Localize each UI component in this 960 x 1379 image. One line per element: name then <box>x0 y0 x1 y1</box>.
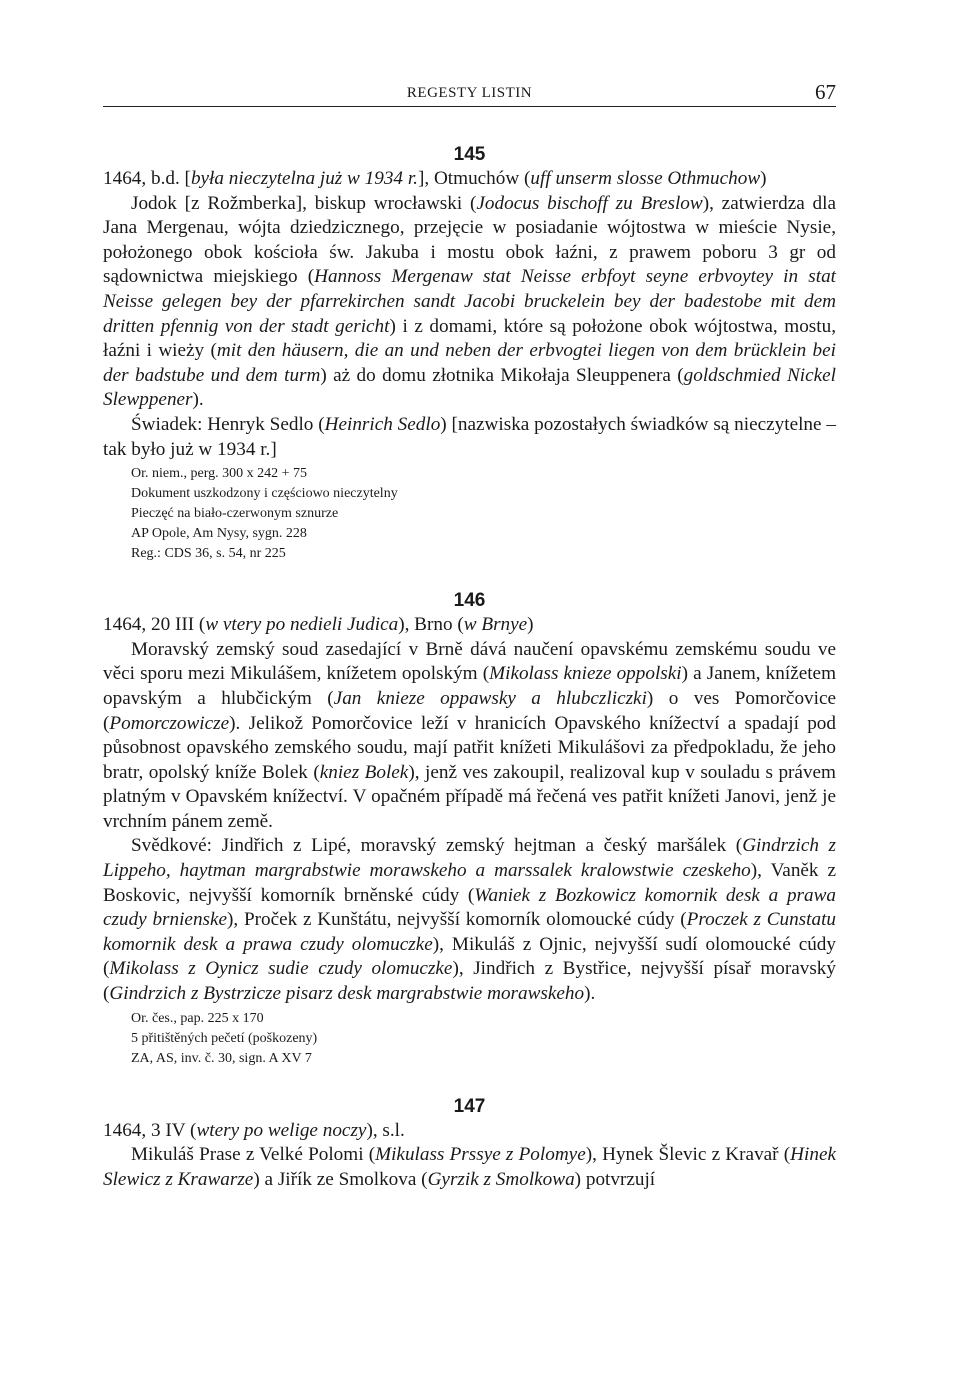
note-line: AP Opole, Am Nysy, sygn. 228 <box>131 526 307 542</box>
regest-notes <box>131 464 836 564</box>
regest-number: 146 <box>453 590 486 612</box>
note-line: 5 přitištěných pečetí (poškozeny) <box>131 1030 318 1046</box>
regest-number: 145 <box>453 144 486 165</box>
regest-notes <box>131 1009 836 1069</box>
regest-witnesses: Świadek: Henryk Sedlo (Heinrich Sedlo) [nazwiska pozostałych świadków są nieczytelne – tak było już w 1934 r.] <box>103 413 836 460</box>
regest-number: 147 <box>453 1095 486 1117</box>
regest-body: Moravský zemský soud zasedající v Brně dává naučení opavskému zemskému soudu ve věci sporu mezi Mikulášem, knížetem opolským (Mikolass knieze oppolski) a Janem, knížetem opavským a hlubčickým (Jan knieze oppawsky a hlubczliczki) o ves Pomorčovice (Pomorczowicze). Jelikož Pomorčovice leží v hranicích Opavského knížectví a spadají pod působnost opavského zemského soudu, mají patřit knížeti Mikulášovi za předpokladu, že jeho bratr, opolský kníže Bolek (kniez Bolek), jenž ves zakoupil, realizoval kup v souladu s právem platným v Opavském knížectví. V opačném případě má řečená ves patřit knížeti Janovi, jenž je vrchním pánem země. <box>103 638 837 832</box>
note-line: Or. čes., pap. 225 x 170 <box>131 1010 264 1026</box>
note-line: Reg.: CDS 36, s. 54, nr 225 <box>131 546 286 562</box>
regest-witnesses: Svědkové: Jindřich z Lipé, moravský zemský hejtman a český maršálek (Gindrzich z Lippeho, haytman margrabstwie morawskeho a marssalek kralowstwie czeskeho), Vaněk z Boskovic, nejvyšší komorník brněnské cúdy (Waniek z Bozkowicz komornik desk a prawa czudy brnienske), Proček z Kunštátu, nejvyšší komorník olomoucké cúdy (Proczek z Cunstatu komornik desk a prawa czudy olomuczke), Mikuláš z Ojnic, nejvyšší sudí olomoucké cúdy (Mikolass z Oynicz sudie czudy olomuczke), Jindřich z Bystřice, nejvyšší písař moravský (Gindrzich z Bystrzicze pisarz desk margrabstwie morawskeho). <box>103 835 837 1005</box>
running-title: REGESTY LISTIN <box>406 85 533 101</box>
running-header <box>103 80 836 107</box>
page <box>103 80 836 1192</box>
regest-date-line: 1464, 3 IV (wtery po welige noczy), s.l. <box>103 1119 405 1141</box>
regest-body: Mikuláš Prase z Velké Polomi (Mikulass Prssye z Polomye), Hynek Šlevic z Kravař (Hinek Slewicz z Krawarze) a Jiřík ze Smolkova (Gyrzik z Smolkowa) potvrzují <box>103 1144 836 1190</box>
note-line: Dokument uszkodzony i częściowo nieczytelny <box>131 486 398 502</box>
page-number: 67 <box>815 80 836 104</box>
regest-145 <box>103 143 836 564</box>
note-line: Or. niem., perg. 300 x 242 + 75 <box>131 466 308 482</box>
regest-date-line: 1464, b.d. [była nieczytelna już w 1934 r.], Otmuchów (uff unserm slosse Othmuchow) <box>103 168 767 189</box>
note-line: Pieczęć na biało-czerwonym sznurze <box>131 506 339 522</box>
note-line: ZA, AS, inv. č. 30, sign. A XV 7 <box>131 1050 312 1066</box>
regest-body: Jodok [z Rožmberka], biskup wrocławski (Jodocus bischoff zu Breslow), zatwierdza dla Jana Mergenau, wójta dziedzicznego, przejęcie w posiadanie wójtostwa w mieście Nysie, położonego obok kościoła św. Jakuba i mostu obok łaźni, z prawem poboru 3 gr od sądownictwa miejskiego (Hannoss Mergenaw stat Neisse erbfoyt seyne erbvoytey in stat Neisse gelegen bey der pfarrekirchen sandt Jacobi bruckelein bey der badestobe mit dem dritten pfennig von der stadt gericht) i z domami, które są położone obok wójtostwa, mostu, łaźni i wieży (mit den häusern, die an und neben der erbvogtei liegen von dem brücklein bei der badstube und dem turm) aż do domu złotnika Mikołaja Sleuppenera (goldschmied Nickel Slewppener). <box>103 192 837 411</box>
regest-date-line: 1464, 20 III (w vtery po nedieli Judica), Brno (w Brnye) <box>103 614 534 636</box>
regest-147 <box>103 1095 836 1193</box>
regest-146 <box>103 589 836 1069</box>
